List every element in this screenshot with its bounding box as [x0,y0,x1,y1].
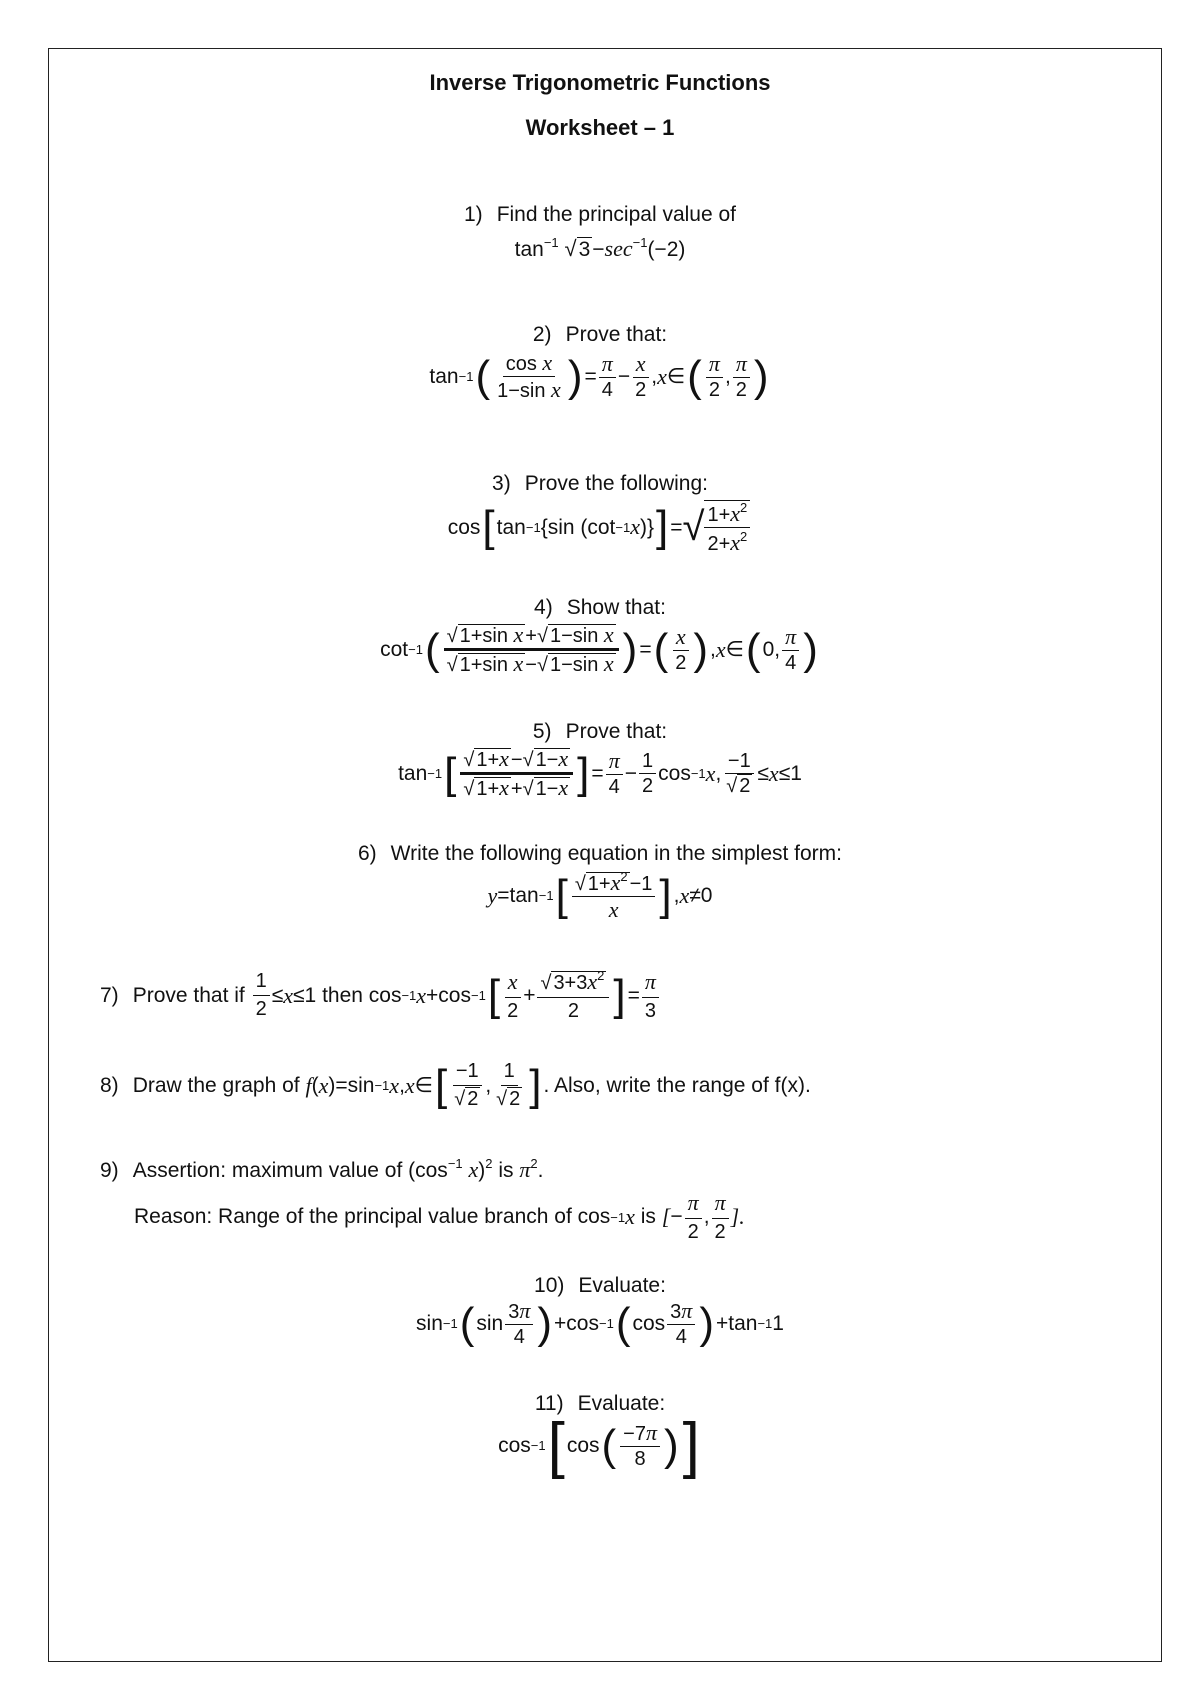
equation-10: sin −1 ( sin $\frac{3\pi}{4}$ ) +cos −1 ( cos $\frac{3\pi}{4}$ ) +tan −1 1 [416,1298,784,1348]
equation-6: y =tan −1 [ $\frac{√ 1+x^2 -1}{x}$ ] , x ≠0 [487,869,713,922]
question-5: 5) Prove that: [532,720,668,743]
question-3: 3) Prove the following: [492,472,708,495]
equation-5: tan −1 [ $\frac{√ 1+x -√ 1-x}{√ 1+x +√ 1-x}$ ] = $\frac{\pi}{4}$ − $\frac{1}{2}$ cos −1 x , $\frac{-1}{√ 2}$ ≤ x ≤1 [398,746,802,800]
equation-11: cos −1 [ cos ( $\frac{-7\pi}{8}$ ) ] [498,1411,700,1480]
question-2: 2) Prove that: [532,323,668,346]
equation-1: $\tan^{-1} √3-\sec^{-1}(-2)$ [514,235,686,261]
question-10: 10) Evaluate: [534,1274,666,1297]
question-7: 7) Prove that if $\frac{1}{2}$ ≤ x ≤1 then cos −1 x +cos −1 [ $\frac{x}{2}$ + $\frac{√ 3+3x^2}{2}$ ] = $\frac{\pi}{3}$ [100,968,661,1023]
question-9-assertion: 9) Assertion: maximum value of ($\cos^{-1}$ x)$^2$ is $\pi^2$. [100,1156,544,1182]
question-9-reason: Reason: Range of the principal value branch of cos −1 x is [ − $\frac{\pi}{2}$ , $\frac{\pi}{2}$ ]. [134,1190,745,1243]
question-11: 11) Evaluate: [534,1392,666,1415]
equation-4: cot −1 ( $\frac{\text{√ 1+sin x +√ 1−sin x}}{\text{√ 1+sin x −√ 1−sin x}}$ ) = ( $\frac{x}{2}$ ) , x ∈ ( 0, $\frac{\pi}{4}$ ) [380,622,818,676]
question-6: 6) Write the following equation in the simplest form: [357,842,842,865]
question-8: 8) Draw the graph of f ( x )=sin −1 x , x ∈ [ $\frac{-1}{√ 2}$ , $\frac{1}{√ 2}$ ] . Also, write the range of f(x). [100,1060,811,1110]
equation-3: cos [ tan −1 {sin (cot −1 x )} ] = √ $\frac{1+x^2}{2+x^2}$ [0,500,1200,554]
question-4: 4) Show that: [534,596,666,619]
equation-2: tan −1 ( $\frac{\text{cos x}}{\text{1−sin x}}$ ) = $\frac{\pi}{4}$ − $\frac{x}{2}$ , x ∈ ( $\frac{\pi}{2}$ , $\frac{\pi}{2}$ ) [429,350,769,402]
worksheet-title: Inverse Trigonometric Functions [429,70,771,95]
worksheet-subtitle: Worksheet – 1 [525,115,675,140]
question-1: 1) Find the principal value of [464,203,736,226]
